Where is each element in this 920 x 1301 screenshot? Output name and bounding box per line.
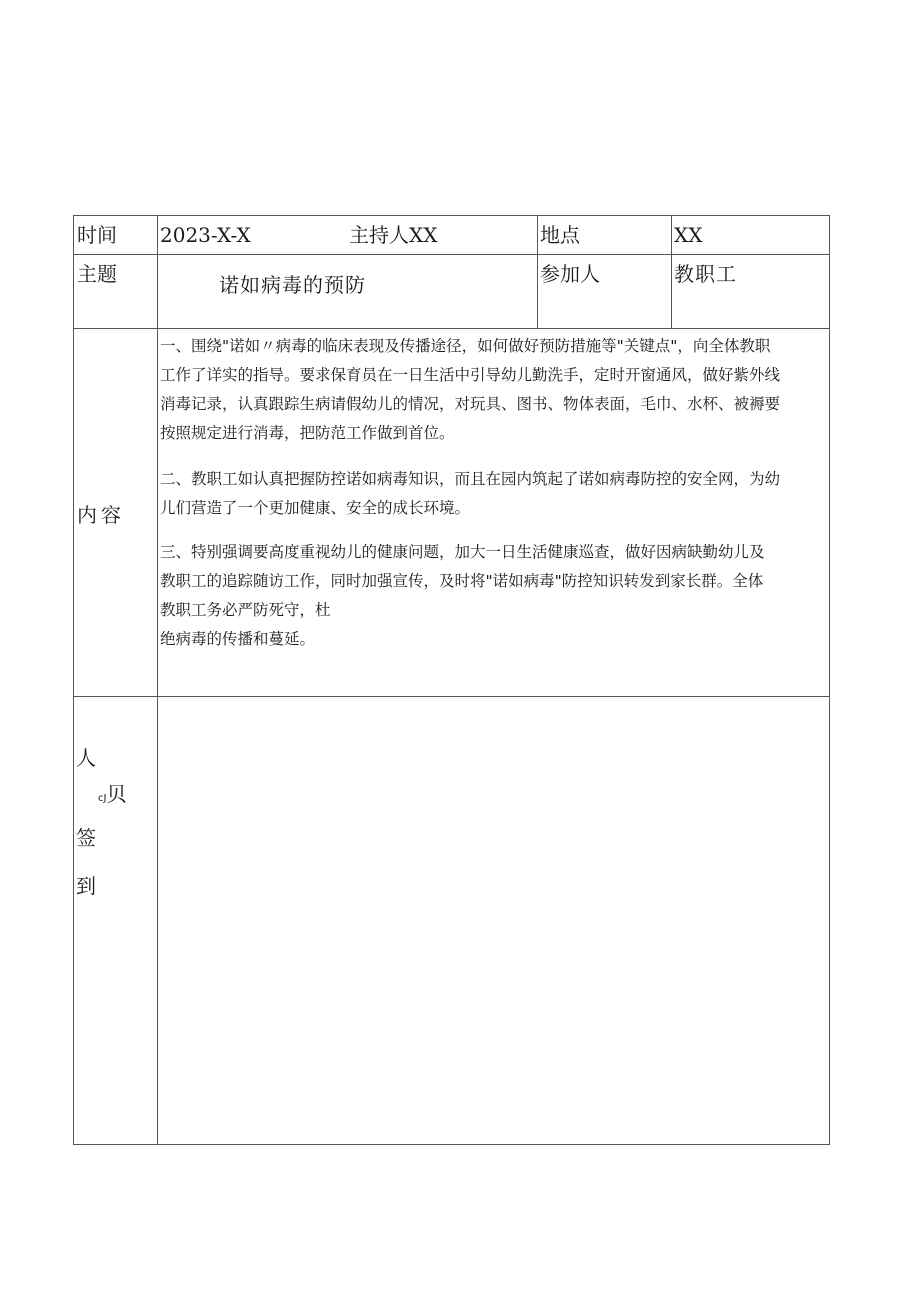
signin-char-2-main: 贝 <box>106 782 127 806</box>
paragraph-line: 绝病毒的传播和蔓延。 <box>160 630 316 648</box>
meeting-record-table <box>73 215 830 1145</box>
paragraph-line: 一、围绕"诺如〃病毒的临床表现及传播途径，如何做好预防措施等"关键点"，向全体教职 <box>160 337 771 355</box>
divider-col-place-label <box>537 216 538 328</box>
paragraph-line: 消毒记录，认真跟踪生病请假幼儿的情况，对玩具、图书、物体表面，毛巾、水杯、被褥要 <box>160 395 781 413</box>
paragraph-line: 三、特别强调要高度重视幼儿的健康问题，加大一日生活健康巡查，做好因病缺勤幼儿及 <box>160 543 765 561</box>
host-label: 主持人XX <box>349 223 438 247</box>
place-value: XX <box>674 223 703 247</box>
signin-label-char-1: 人 <box>76 746 96 770</box>
content-paragraph-2 <box>160 465 832 523</box>
signin-label-char-3: 签 <box>76 826 96 850</box>
participants-label: 参加人 <box>540 262 600 286</box>
topic-value: 诺如病毒的预防 <box>219 273 366 297</box>
signin-label-char-4: 到 <box>76 874 96 898</box>
paragraph-line: 二、教职工如认真把握防控诺如病毒知识，而且在园内筑起了诺如病毒防控的安全网，为幼 <box>160 470 781 488</box>
signin-label-char-2 <box>98 784 126 804</box>
paragraph-line: 教职工务必严防死守，杜 <box>160 601 331 619</box>
paragraph-line: 按照规定进行消毒，把防范工作做到首位。 <box>160 424 455 442</box>
content-paragraph-1 <box>160 332 832 448</box>
paragraph-line: 工作了详实的指导。要求保育员在一日生活中引导幼儿勤洗手，定时开窗通风，做好紫外线 <box>160 366 781 384</box>
signin-small-mark: cJ <box>98 793 107 804</box>
paragraph-line: 儿们营造了一个更加健康、安全的成长环境。 <box>160 499 471 517</box>
divider-col-place-value <box>671 216 672 328</box>
paragraph-line: 教职工的追踪随访工作，同时加强宣传，及时将"诺如病毒"防控知识转发到家长群。全体 <box>160 572 764 590</box>
content-paragraph-3 <box>160 538 832 654</box>
content-label: 内容 <box>77 503 125 527</box>
signin-area[interactable] <box>158 697 830 1145</box>
divider-row-2 <box>74 328 830 329</box>
place-label: 地点 <box>540 223 580 247</box>
divider-row-1 <box>74 254 830 255</box>
time-label: 时间 <box>77 223 117 247</box>
time-value: 2023-X-X <box>160 223 251 247</box>
participants-value: 教职工 <box>674 262 737 286</box>
topic-label: 主题 <box>77 262 117 286</box>
